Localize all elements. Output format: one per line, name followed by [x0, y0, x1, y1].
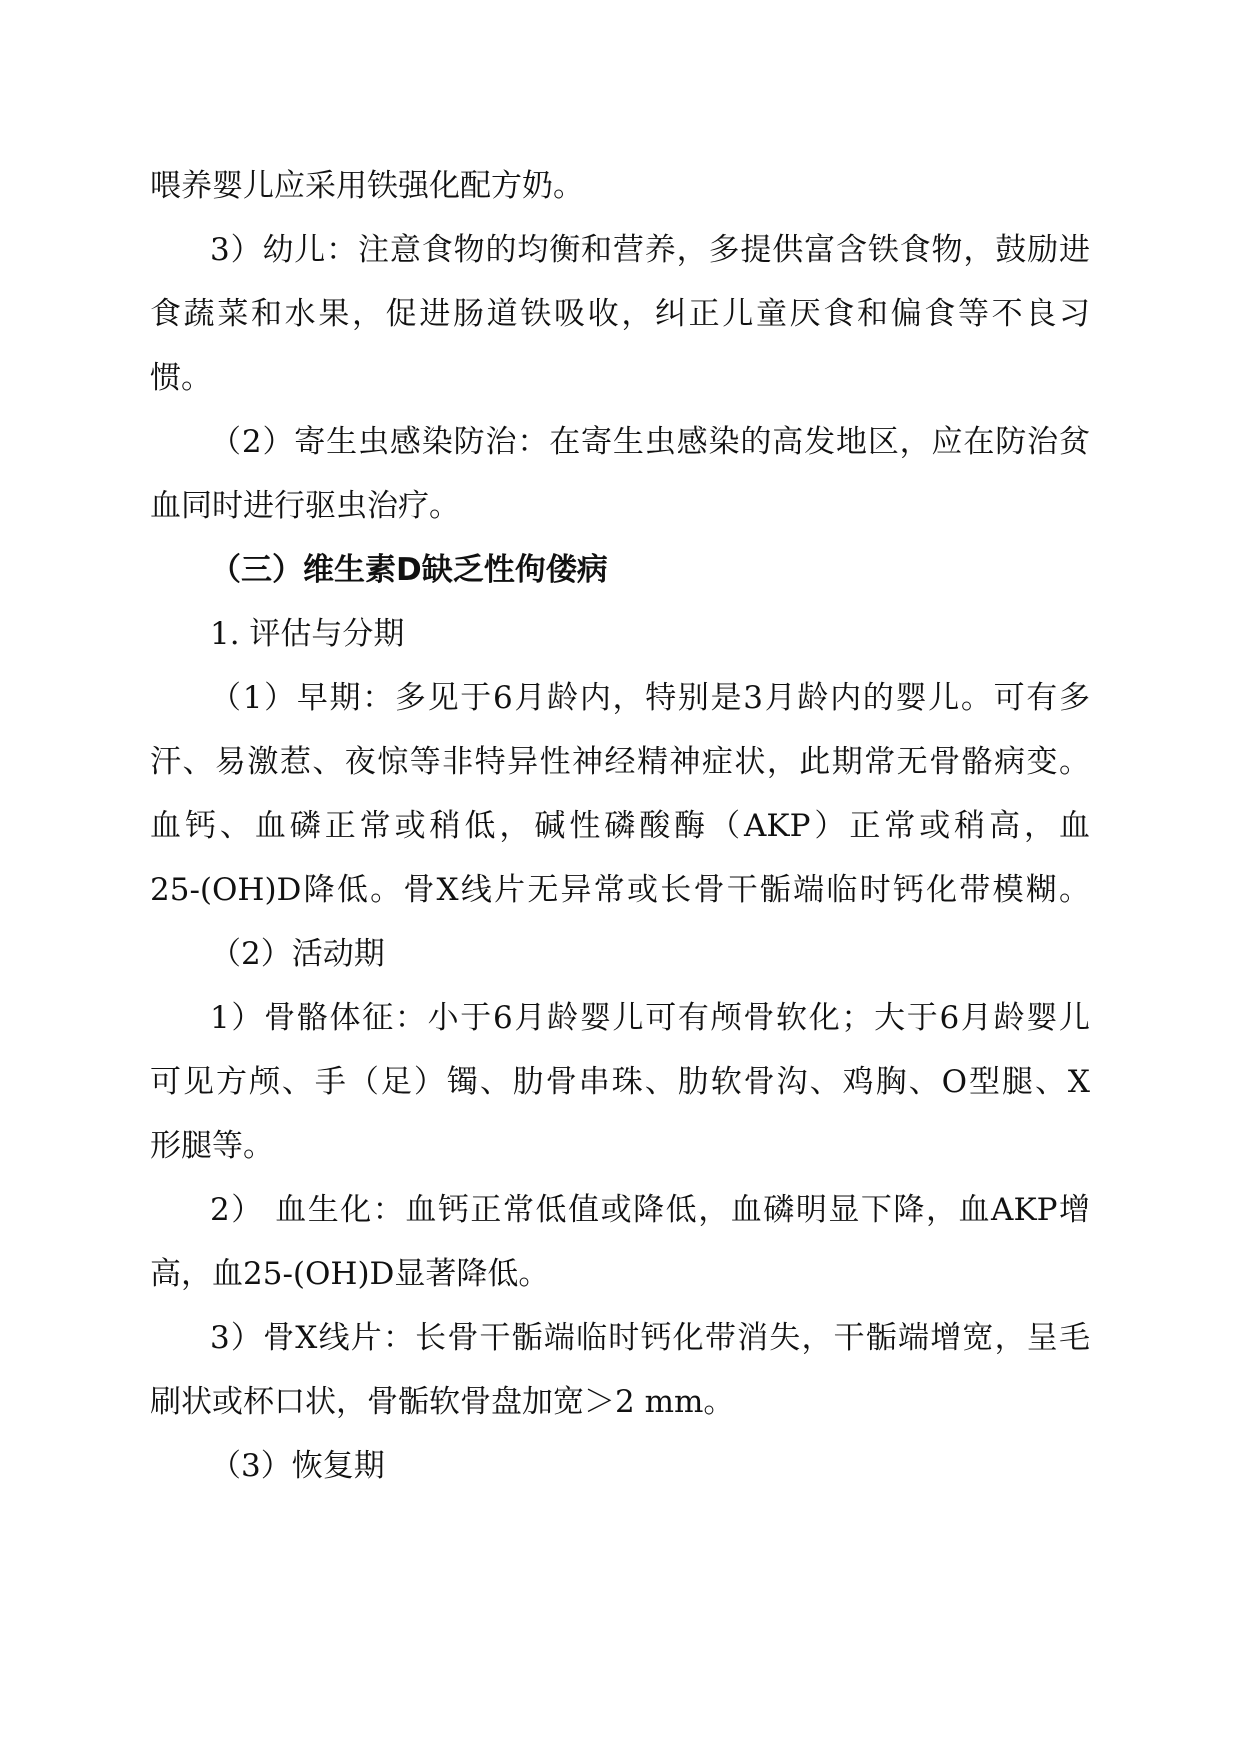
paragraph-line: 喂养婴儿应采用铁强化配方奶。 [150, 168, 584, 204]
paragraph-line: 刷状或杯口状，骨骺软骨盘加宽＞2 mm。 [150, 1384, 735, 1420]
paragraph-line: 食蔬菜和水果，促进肠道铁吸收，纠正儿童厌食和偏食等不良习 [150, 296, 1090, 332]
paragraph-line: 2） 血生化：血钙正常低值或降低，血磷明显下降，血AKP增 [210, 1192, 1090, 1228]
paragraph-line: 惯。 [150, 360, 212, 396]
paragraph-line: 可见方颅、手（足）镯、肋骨串珠、肋软骨沟、鸡胸、O型腿、X [150, 1064, 1090, 1100]
paragraph-line: （1）早期：多见于6月龄内，特别是3月龄内的婴儿。可有多 [210, 680, 1090, 716]
paragraph-line: 3）幼儿：注意食物的均衡和营养，多提供富含铁食物，鼓励进 [210, 232, 1090, 268]
section-heading: （三）维生素D缺乏性佝偻病 [210, 552, 608, 588]
paragraph-line: 血同时进行驱虫治疗。 [150, 488, 460, 524]
paragraph-line: 汗、易激惹、夜惊等非特异性神经精神症状，此期常无骨骼病变。 [150, 744, 1090, 780]
subsection-heading: 1. 评估与分期 [210, 616, 405, 652]
paragraph-line: 形腿等。 [150, 1128, 274, 1164]
paragraph-line: （2）寄生虫感染防治：在寄生虫感染的高发地区，应在防治贫 [210, 424, 1090, 460]
paragraph-line: 高，血25-(OH)D显著降低。 [150, 1256, 550, 1292]
paragraph-line: 3）骨X线片：长骨干骺端临时钙化带消失，干骺端增宽，呈毛 [210, 1320, 1090, 1356]
subsection-heading: （2）活动期 [210, 936, 385, 972]
subsection-heading: （3）恢复期 [210, 1448, 385, 1484]
paragraph-line: 25-(OH)D降低。骨X线片无异常或长骨干骺端临时钙化带模糊。 [150, 872, 1090, 908]
paragraph-line: 血钙、血磷正常或稍低，碱性磷酸酶（AKP）正常或稍高，血 [150, 808, 1090, 844]
paragraph-line: 1）骨骼体征：小于6月龄婴儿可有颅骨软化；大于6月龄婴儿 [210, 1000, 1090, 1036]
